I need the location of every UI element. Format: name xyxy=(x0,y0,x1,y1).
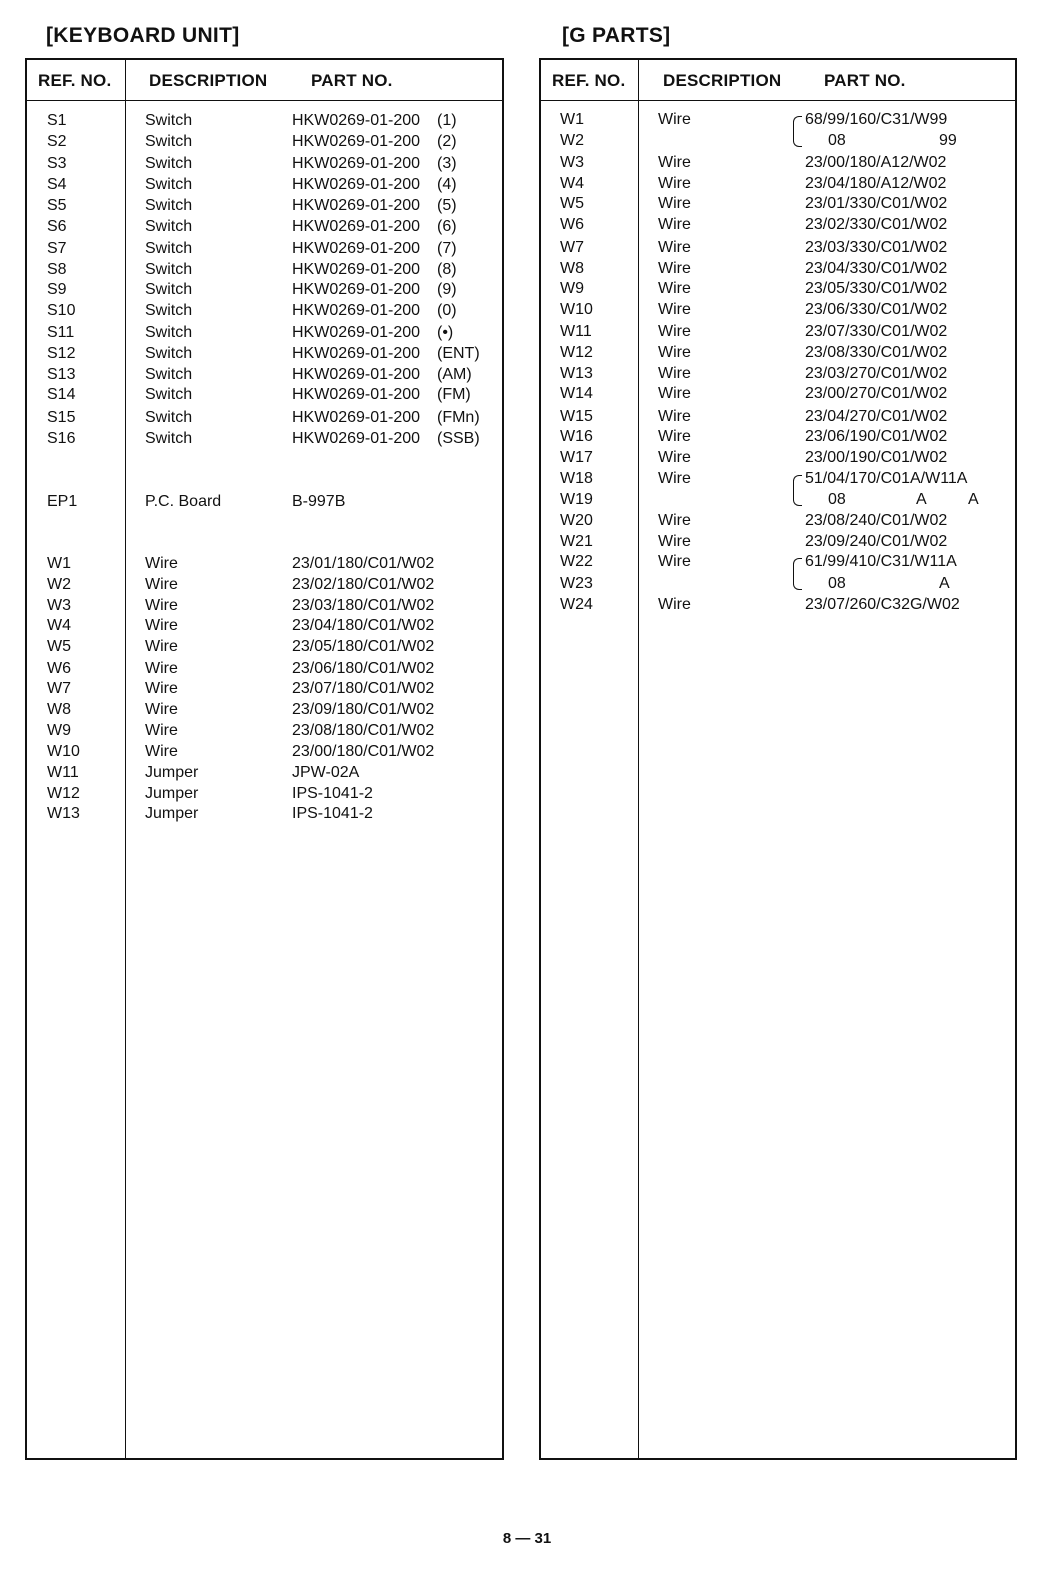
table-row xyxy=(27,111,502,131)
part-variant-cell: (5) xyxy=(437,197,457,214)
ref-no-cell: S7 xyxy=(47,240,67,257)
ref-no-cell: W13 xyxy=(47,805,80,822)
header-divider xyxy=(27,100,502,101)
description-cell: Switch xyxy=(145,112,193,129)
part-no-cell: 23/03/270/C01/W02 xyxy=(805,365,948,382)
description-cell: Wire xyxy=(145,555,178,572)
table-row xyxy=(541,364,1015,384)
part-no-cell: HKW0269-01-200 xyxy=(292,155,421,172)
header-description: DESCRIPTION xyxy=(149,71,268,90)
part-no-cell: 23/06/190/C01/W02 xyxy=(805,428,948,445)
table-row xyxy=(541,427,1015,447)
part-no-cell: 23/08/240/C01/W02 xyxy=(805,512,948,529)
header-ref-no: REF. NO. xyxy=(552,71,626,90)
table-row xyxy=(541,490,1015,510)
ref-no-cell: W5 xyxy=(560,195,584,212)
ref-no-cell: W9 xyxy=(47,722,71,739)
bracket-mark xyxy=(793,116,802,147)
ref-no-cell: W8 xyxy=(47,701,71,718)
table-row xyxy=(27,365,502,385)
part-no-cell: HKW0269-01-200 xyxy=(292,386,421,403)
ref-no-cell: W16 xyxy=(560,428,593,445)
part-no-cell: JPW-02A xyxy=(292,764,360,781)
description-cell: Wire xyxy=(145,680,178,697)
table-row xyxy=(27,554,502,574)
description-cell: Switch xyxy=(145,386,193,403)
table-row xyxy=(541,259,1015,279)
part-no-cell: 23/02/330/C01/W02 xyxy=(805,216,948,233)
header-divider xyxy=(541,100,1015,101)
ref-no-cell: W13 xyxy=(560,365,593,382)
header-ref-no: REF. NO. xyxy=(38,71,112,90)
ref-no-cell: W18 xyxy=(560,470,593,487)
part-variant-cell: (3) xyxy=(437,155,457,172)
table-row xyxy=(27,804,502,824)
part-variant-cell: (ENT) xyxy=(437,345,480,362)
table-row xyxy=(541,300,1015,320)
part-no-cell: 23/07/260/C32G/W02 xyxy=(805,596,960,613)
description-cell: Wire xyxy=(658,533,691,550)
ref-no-cell: W2 xyxy=(47,576,71,593)
ref-no-cell: W1 xyxy=(47,555,71,572)
description-cell: Jumper xyxy=(145,764,199,781)
description-cell: Wire xyxy=(658,553,691,570)
part-no-cell: 68/99/160/C31/W99 xyxy=(805,111,948,128)
description-cell: Wire xyxy=(658,449,691,466)
ref-no-cell: W24 xyxy=(560,596,593,613)
table-row xyxy=(541,448,1015,468)
part-no-cell: HKW0269-01-200 xyxy=(292,302,421,319)
description-cell: Jumper xyxy=(145,805,199,822)
ref-no-cell: S11 xyxy=(47,324,75,341)
table-row xyxy=(27,175,502,195)
description-cell: Switch xyxy=(145,281,193,298)
table-row xyxy=(27,385,502,405)
description-cell: Wire xyxy=(658,365,691,382)
part-variant-cell: (0) xyxy=(437,302,457,319)
description-cell: Wire xyxy=(658,385,691,402)
ref-no-cell: W9 xyxy=(560,280,584,297)
g-parts-table xyxy=(539,58,1017,1460)
description-cell: Switch xyxy=(145,409,193,426)
description-cell: Switch xyxy=(145,133,193,150)
ref-no-cell: W22 xyxy=(560,553,593,570)
description-cell: Wire xyxy=(145,660,178,677)
part-no-cell: 23/08/330/C01/W02 xyxy=(805,344,948,361)
table-row xyxy=(27,637,502,657)
description-cell: Switch xyxy=(145,240,193,257)
part-no-cell: 23/00/180/C01/W02 xyxy=(292,743,435,760)
table-row xyxy=(541,595,1015,615)
description-cell: Switch xyxy=(145,197,193,214)
ref-no-cell: W20 xyxy=(560,512,593,529)
table-row xyxy=(27,132,502,152)
table-row xyxy=(541,511,1015,531)
table-row xyxy=(27,763,502,783)
ref-no-cell: W23 xyxy=(560,575,593,592)
part-no-cell: 23/04/180/A12/W02 xyxy=(805,175,947,192)
description-cell: Wire xyxy=(658,154,691,171)
table-row xyxy=(541,552,1015,572)
part-no-cell: 61/99/410/C31/W11A xyxy=(805,553,957,570)
table-row xyxy=(27,323,502,343)
part-no-cell: 23/01/330/C01/W02 xyxy=(805,195,948,212)
ref-no-cell: S12 xyxy=(47,345,76,362)
bracket-mark xyxy=(793,558,802,590)
part-no-cell: HKW0269-01-200 xyxy=(292,409,421,426)
bracket-mark xyxy=(793,475,802,506)
table-row xyxy=(541,174,1015,194)
description-cell: Wire xyxy=(658,111,691,128)
table-row xyxy=(27,196,502,216)
description-cell: Switch xyxy=(145,302,193,319)
ref-no-cell: W12 xyxy=(560,344,593,361)
part-variant-cell: (4) xyxy=(437,176,457,193)
part-variant-cell: (9) xyxy=(437,281,457,298)
ref-no-cell: W7 xyxy=(47,680,71,697)
description-cell: Switch xyxy=(145,155,193,172)
table-row xyxy=(27,784,502,804)
part-no-cell: 23/04/270/C01/W02 xyxy=(805,408,948,425)
part-no-cell: 23/04/180/C01/W02 xyxy=(292,617,435,634)
table-row xyxy=(27,301,502,321)
part-no-cell: 08 xyxy=(828,132,846,149)
table-row xyxy=(27,239,502,259)
ref-no-cell: S14 xyxy=(47,386,76,403)
ref-no-cell: W8 xyxy=(560,260,584,277)
part-no-cell: 08 xyxy=(828,575,846,592)
description-cell: Wire xyxy=(658,301,691,318)
ref-no-cell: W6 xyxy=(47,660,71,677)
table-row xyxy=(27,596,502,616)
table-row xyxy=(27,408,502,428)
table-row xyxy=(27,575,502,595)
part-no-cell: HKW0269-01-200 xyxy=(292,281,421,298)
description-cell: Wire xyxy=(145,638,178,655)
part-no-cell: 23/09/180/C01/W02 xyxy=(292,701,435,718)
description-cell: Wire xyxy=(145,722,178,739)
part-no-cell: 23/03/180/C01/W02 xyxy=(292,597,435,614)
ref-no-cell: W7 xyxy=(560,239,584,256)
keyboard-unit-table xyxy=(25,58,504,1460)
table-row xyxy=(27,217,502,237)
ref-no-cell: S2 xyxy=(47,133,67,150)
table-row xyxy=(27,344,502,364)
part-no-cell: HKW0269-01-200 xyxy=(292,197,421,214)
table-row xyxy=(27,260,502,280)
part-variant-cell: (FM) xyxy=(437,386,471,403)
ref-no-cell: S16 xyxy=(47,430,76,447)
description-cell: Wire xyxy=(658,323,691,340)
ref-no-cell: W12 xyxy=(47,785,80,802)
description-cell: Switch xyxy=(145,366,193,383)
part-no-cell: HKW0269-01-200 xyxy=(292,261,421,278)
part-no-cell: HKW0269-01-200 xyxy=(292,345,421,362)
ref-no-cell: W21 xyxy=(560,533,593,550)
table-row xyxy=(27,429,502,449)
part-no-cell: HKW0269-01-200 xyxy=(292,218,421,235)
table-row xyxy=(541,110,1015,130)
part-no-cell: IPS-1041-2 xyxy=(292,785,373,802)
description-cell: Wire xyxy=(658,428,691,445)
description-cell: Wire xyxy=(145,617,178,634)
part-variant-cell: (2) xyxy=(437,133,457,150)
ref-no-cell: S4 xyxy=(47,176,67,193)
ref-no-cell: W14 xyxy=(560,385,593,402)
part-no-cell: 08 xyxy=(828,491,846,508)
ref-no-cell: W19 xyxy=(560,491,593,508)
description-cell: Switch xyxy=(145,218,193,235)
table-row xyxy=(541,343,1015,363)
ref-no-cell: S13 xyxy=(47,366,76,383)
ref-no-cell: S8 xyxy=(47,261,67,278)
description-cell: Wire xyxy=(658,175,691,192)
table-row xyxy=(27,659,502,679)
table-row xyxy=(27,616,502,636)
ref-no-cell: W1 xyxy=(560,111,584,128)
table-row xyxy=(541,194,1015,214)
page-number: 8 — 31 xyxy=(502,1530,552,1547)
table-row xyxy=(541,215,1015,235)
part-variant-cell: (6) xyxy=(437,218,457,235)
part-no-cell: HKW0269-01-200 xyxy=(292,133,421,150)
ref-no-cell: W2 xyxy=(560,132,584,149)
ref-no-cell: W6 xyxy=(560,216,584,233)
table-row xyxy=(541,279,1015,299)
table-row xyxy=(541,469,1015,489)
description-cell: Wire xyxy=(658,344,691,361)
description-cell: P.C. Board xyxy=(145,493,222,510)
header-part-no: PART NO. xyxy=(824,71,906,90)
part-variant-cell: (FMn) xyxy=(437,409,480,426)
description-cell: Jumper xyxy=(145,785,199,802)
table-row xyxy=(27,721,502,741)
header-part-no: PART NO. xyxy=(311,71,393,90)
ref-no-cell: W5 xyxy=(47,638,71,655)
table-row xyxy=(541,532,1015,552)
part-variant-cell: (•) xyxy=(437,324,454,341)
part-no-cell: 23/04/330/C01/W02 xyxy=(805,260,948,277)
keyboard-unit-title: [KEYBOARD UNIT] xyxy=(46,24,240,47)
description-cell: Wire xyxy=(658,408,691,425)
part-no-cell: HKW0269-01-200 xyxy=(292,366,421,383)
ref-no-cell: EP1 xyxy=(47,493,78,510)
ref-no-cell: S15 xyxy=(47,409,76,426)
part-no-cell: 23/05/180/C01/W02 xyxy=(292,638,435,655)
part-no-cell: B-997B xyxy=(292,493,346,510)
part-no-cell: HKW0269-01-200 xyxy=(292,324,421,341)
part-no-cell: IPS-1041-2 xyxy=(292,805,373,822)
ref-no-cell: W10 xyxy=(560,301,593,318)
ref-no-cell: W10 xyxy=(47,743,80,760)
part-no-cell: 23/07/180/C01/W02 xyxy=(292,680,435,697)
ref-no-cell: W3 xyxy=(560,154,584,171)
description-cell: Wire xyxy=(658,216,691,233)
description-cell: Wire xyxy=(145,701,178,718)
ref-no-cell: W3 xyxy=(47,597,71,614)
part-no-cell: HKW0269-01-200 xyxy=(292,176,421,193)
ref-no-cell: S9 xyxy=(47,281,67,298)
part-no-cell: HKW0269-01-200 xyxy=(292,112,421,129)
ref-no-cell: S10 xyxy=(47,302,76,319)
table-row xyxy=(27,700,502,720)
table-row xyxy=(541,238,1015,258)
description-cell: Wire xyxy=(658,280,691,297)
ref-no-cell: W15 xyxy=(560,408,593,425)
description-cell: Switch xyxy=(145,261,193,278)
description-cell: Wire xyxy=(658,260,691,277)
part-no-cell: 23/09/240/C01/W02 xyxy=(805,533,948,550)
part-no-cell: 23/03/330/C01/W02 xyxy=(805,239,948,256)
ref-no-cell: W17 xyxy=(560,449,593,466)
description-cell: Switch xyxy=(145,324,193,341)
description-cell: Wire xyxy=(658,239,691,256)
description-cell: Wire xyxy=(658,596,691,613)
ref-no-cell: S5 xyxy=(47,197,67,214)
g-parts-title: [G PARTS] xyxy=(562,24,671,47)
ref-no-cell: W4 xyxy=(47,617,71,634)
table-row xyxy=(541,407,1015,427)
part-no-cell: HKW0269-01-200 xyxy=(292,430,421,447)
part-suffix-cell: A xyxy=(916,491,927,508)
description-cell: Switch xyxy=(145,176,193,193)
table-row xyxy=(541,131,1015,151)
part-no-cell: 23/06/330/C01/W02 xyxy=(805,301,948,318)
part-no-cell: 23/07/330/C01/W02 xyxy=(805,323,948,340)
header-description: DESCRIPTION xyxy=(663,71,782,90)
description-cell: Wire xyxy=(658,512,691,529)
description-cell: Wire xyxy=(658,195,691,212)
description-cell: Wire xyxy=(145,576,178,593)
ref-no-cell: W11 xyxy=(47,764,79,781)
part-variant-cell: (7) xyxy=(437,240,457,257)
part-variant-cell: (1) xyxy=(437,112,457,129)
description-cell: Switch xyxy=(145,430,193,447)
table-row xyxy=(541,384,1015,404)
table-row xyxy=(27,742,502,762)
part-no-cell: 23/00/190/C01/W02 xyxy=(805,449,948,466)
ref-no-cell: S6 xyxy=(47,218,67,235)
ref-no-cell: S1 xyxy=(47,112,67,129)
part-no-cell: 51/04/170/C01A/W11A xyxy=(805,470,968,487)
description-cell: Wire xyxy=(145,597,178,614)
part-no-cell: 23/01/180/C01/W02 xyxy=(292,555,435,572)
ref-no-cell: W11 xyxy=(560,323,592,340)
description-cell: Switch xyxy=(145,345,193,362)
table-row xyxy=(541,322,1015,342)
part-variant-cell: (SSB) xyxy=(437,430,480,447)
table-row xyxy=(541,574,1015,594)
part-suffix-cell: A xyxy=(968,491,979,508)
part-suffix-cell: A xyxy=(939,575,950,592)
part-variant-cell: (AM) xyxy=(437,366,472,383)
ref-no-cell: S3 xyxy=(47,155,67,172)
part-no-cell: 23/02/180/C01/W02 xyxy=(292,576,435,593)
part-suffix-cell: 99 xyxy=(939,132,957,149)
part-no-cell: 23/00/270/C01/W02 xyxy=(805,385,948,402)
description-cell: Wire xyxy=(658,470,691,487)
part-no-cell: 23/06/180/C01/W02 xyxy=(292,660,435,677)
part-no-cell: HKW0269-01-200 xyxy=(292,240,421,257)
table-row xyxy=(27,492,502,512)
description-cell: Wire xyxy=(145,743,178,760)
part-variant-cell: (8) xyxy=(437,261,457,278)
table-row xyxy=(27,679,502,699)
ref-no-cell: W4 xyxy=(560,175,584,192)
table-row xyxy=(27,280,502,300)
part-no-cell: 23/05/330/C01/W02 xyxy=(805,280,948,297)
table-row xyxy=(27,154,502,174)
part-no-cell: 23/00/180/A12/W02 xyxy=(805,154,947,171)
table-row xyxy=(541,153,1015,173)
part-no-cell: 23/08/180/C01/W02 xyxy=(292,722,435,739)
